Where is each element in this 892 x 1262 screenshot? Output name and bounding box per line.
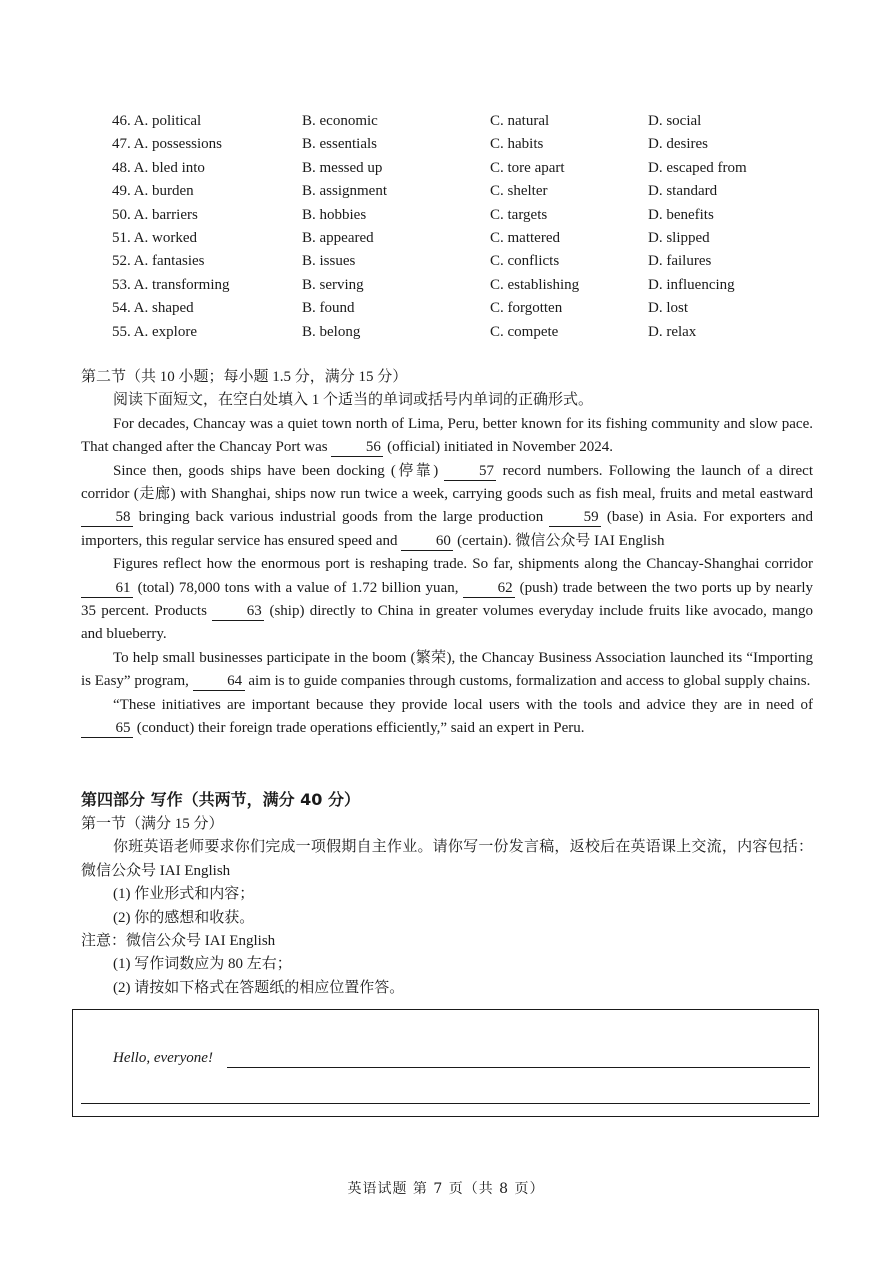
- passage-paragraph-3: Figures reflect how the enormous port is reshaping trade. So far, shipments along the Chancay-Shanghai corridor 61 (total) 78,000 tons with a value of 1.72 billion yuan, 62 (push) trade between the two ports up by nearly 35 percent. Products 63 (ship) directly to China in greater volumes everyday include fruits like avocado, mango and blueberry.: [81, 556, 813, 643]
- blank-56: 56: [331, 439, 383, 457]
- option-c: C. compete: [490, 323, 559, 340]
- option-c: C. shelter: [490, 183, 548, 200]
- option-a: 52. A. fantasies: [112, 253, 205, 270]
- option-c: C. establishing: [490, 276, 580, 293]
- option-row-46: [112, 110, 812, 133]
- option-c: C. natural: [490, 113, 550, 129]
- section-2-instruction: 阅读下面短文，在空白处填入 1 个适当的单词或括号内单词的正确形式。: [113, 392, 594, 409]
- option-b: B. essentials: [302, 136, 377, 153]
- option-row-49: [112, 180, 812, 203]
- option-c: C. habits: [490, 136, 544, 153]
- option-row-52: [112, 250, 812, 273]
- blank-57: 57: [444, 463, 496, 481]
- option-a: 49. A. burden: [112, 183, 194, 200]
- option-b: B. messed up: [302, 159, 383, 176]
- option-d: D. desires: [648, 136, 708, 153]
- part-4-writing: [81, 787, 813, 1000]
- option-c: C. tore apart: [490, 159, 565, 176]
- option-d: D. lost: [648, 300, 689, 317]
- section-2-header: 第二节（共 10 小题；每小题 1.5 分，满分 15 分）: [81, 369, 408, 385]
- blank-65: 65: [81, 720, 133, 738]
- blank-61: 61: [81, 580, 133, 598]
- option-b: B. assignment: [302, 183, 387, 200]
- writing-line[interactable]: [227, 1067, 810, 1068]
- blank-58: 58: [81, 509, 133, 527]
- note-item-1: (1) 写作词数应为 80 左右；: [113, 956, 292, 973]
- option-row-47: [112, 133, 812, 156]
- option-row-50: [112, 204, 812, 227]
- option-d: D. social: [648, 113, 702, 129]
- option-d: D. relax: [648, 323, 697, 340]
- passage-paragraph-5: “These initiatives are important because they provide local users with the tools and advice they are in need of 65 (conduct) their foreign trade operations efficiently,” said an expert in Peru.: [81, 694, 813, 741]
- option-a: 50. A. barriers: [112, 206, 198, 223]
- passage-paragraph-1: For decades, Chancay was a quiet town north of Lima, Peru, better known for its fishing community and slow pace. That changed after the Chancay Port was 56 (official) initiated in November 2024.: [81, 415, 813, 456]
- option-row-48: [112, 157, 812, 180]
- option-a: 46. A. political: [112, 113, 202, 129]
- part-4-section-1-header: 第一节（满分 15 分）: [81, 816, 224, 832]
- blank-63: 63: [212, 603, 264, 621]
- option-b: B. issues: [302, 253, 356, 270]
- passage-paragraph-2: Since then, goods ships have been docking (停靠) 57 record numbers. Following the launch of a direct corridor (走廊) with Shanghai, ships now run twice a week, carrying goods such as fish meal, fruits and metal eastward 58 bringing back various industrial goods from the large production 59 (base) in Asia. For exporters and importers, this regular service has ensured speed and 60 (certain). 微信公众号 IAI English: [81, 462, 814, 549]
- option-c: C. mattered: [490, 229, 560, 246]
- option-b: B. appeared: [302, 229, 374, 246]
- writing-line[interactable]: [81, 1103, 810, 1104]
- multiple-choice-options: [112, 110, 812, 344]
- page-footer: 英语试题 第 7 页（共 8 页）: [347, 1181, 545, 1197]
- option-d: D. influencing: [648, 276, 735, 293]
- blank-64: 64: [193, 673, 245, 691]
- note-label: 注意：微信公众号 IAI English: [81, 933, 276, 950]
- section-2-grammar: [81, 366, 813, 741]
- option-b: B. hobbies: [302, 206, 367, 223]
- blank-60: 60: [401, 533, 453, 551]
- option-a: 47. A. possessions: [112, 136, 223, 153]
- option-c: C. conflicts: [490, 253, 560, 270]
- option-b: B. found: [302, 300, 355, 317]
- option-b: B. economic: [302, 113, 378, 129]
- option-row-54: [112, 297, 812, 320]
- option-a: 55. A. explore: [112, 323, 197, 340]
- hello-prompt: Hello, everyone!: [113, 1050, 213, 1066]
- option-a: 53. A. transforming: [112, 276, 230, 293]
- option-d: D. benefits: [648, 206, 714, 223]
- answer-box: [72, 1009, 819, 1117]
- option-row-51: [112, 227, 812, 250]
- blank-59: 59: [549, 509, 601, 527]
- option-b: B. serving: [302, 276, 364, 293]
- option-d: D. standard: [648, 183, 718, 200]
- option-row-55: [112, 321, 812, 344]
- option-b: B. belong: [302, 323, 361, 340]
- option-a: 48. A. bled into: [112, 159, 205, 176]
- option-d: D. escaped from: [648, 159, 747, 176]
- note-item-2: (2) 请按如下格式在答题纸的相应位置作答。: [113, 979, 405, 996]
- passage-paragraph-4: To help small businesses participate in the boom (繁荣), the Chancay Business Association launched its “Importing is Easy” program, 64 aim is to guide companies through customs, formalization and access to global supply chains.: [81, 649, 813, 690]
- option-c: C. targets: [490, 206, 548, 223]
- part-4-title: 第四部分 写作（共两节，满分 40 分）: [81, 790, 360, 809]
- writing-task: 你班英语老师要求你们完成一项假期自主作业。请你写一份发言稿，返校后在英语课上交流，内容包括：微信公众号 IAI English: [81, 839, 813, 879]
- option-row-53: [112, 274, 812, 297]
- option-d: D. slipped: [648, 229, 710, 246]
- option-c: C. forgotten: [490, 300, 563, 317]
- option-a: 51. A. worked: [112, 229, 197, 246]
- blank-62: 62: [463, 580, 515, 598]
- task-item-1: (1) 作业形式和内容；: [113, 886, 255, 903]
- option-d: D. failures: [648, 253, 712, 270]
- option-a: 54. A. shaped: [112, 300, 194, 317]
- task-item-2: (2) 你的感想和收获。: [113, 909, 255, 926]
